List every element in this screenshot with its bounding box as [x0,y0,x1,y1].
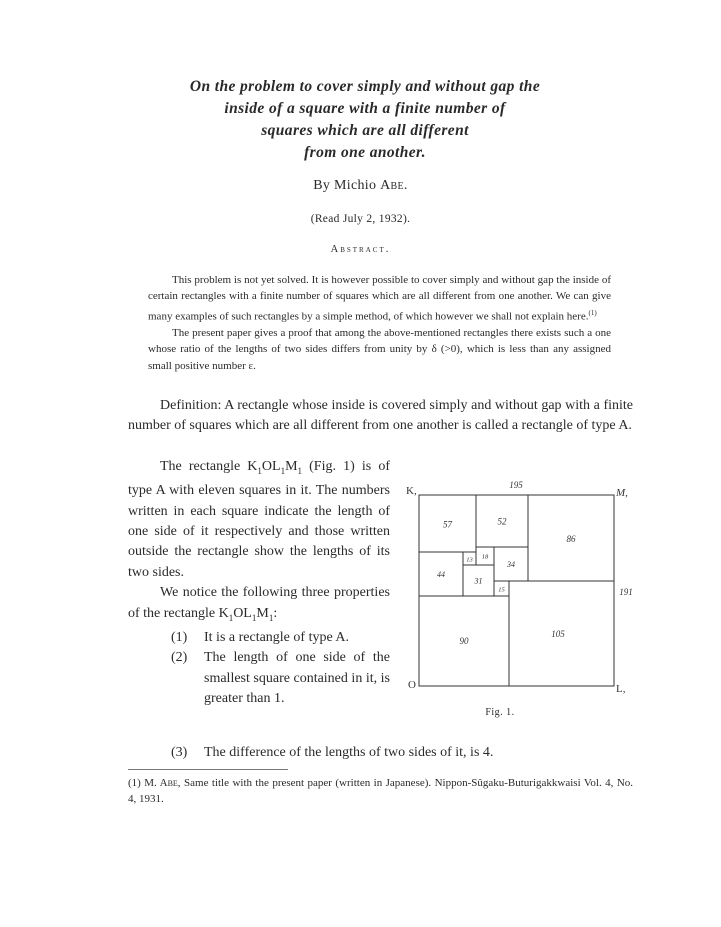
author-prefix: By Michio [313,178,377,193]
footnote-number: (1) [128,777,141,789]
notice-paragraph [128,583,390,628]
title-line: On the problem to cover simply and without gap the [189,78,541,95]
author-suffix: . [403,178,408,193]
author-name: Abe [380,178,404,193]
square-label: 34 [507,560,515,569]
subscript: 1 [297,465,303,476]
abstract [148,272,611,374]
definition-paragraph [128,396,633,437]
subscript: 1 [228,612,234,623]
subscript: 1 [268,612,274,623]
squared-rectangle-diagram [400,474,640,706]
title-line: squares which are all different [261,122,469,139]
figure-1 [400,474,640,724]
property-number: (3) [171,745,188,760]
property-number: (1) [171,629,188,645]
abstract-paragraph [148,272,611,325]
corner-label-l1: L, [616,683,626,695]
title-line: from one another. [304,144,426,161]
paper-title [120,76,610,164]
text-run: OL [233,605,252,621]
top-side-label: 195 [509,480,523,490]
square-label: 57 [443,519,452,530]
figure-caption: Fig. 1. [485,707,515,718]
property-text: It is a rectangle of type A. [204,629,350,645]
square-label: 18 [481,553,489,561]
text-run: The rectangle K [160,459,258,474]
left-column [128,457,390,709]
square-label: 15 [498,586,505,594]
text-run: M [285,459,298,474]
square-label: 31 [474,576,483,586]
footnote-marker: (1) [588,308,597,317]
corner-label-m1: M, [616,487,628,499]
property-text: The length of one side of the smallest square contained in it, is greater than 1. [204,650,390,707]
text-run: : [273,605,278,621]
property-text: The difference of the lengths of two sides of it, is 4. [204,745,494,760]
subscript: 1 [280,465,286,476]
author-line [0,178,721,194]
definition-text: Definition: A rectangle whose inside is covered simply and without gap with a finite number of squares which are all different from one another is called a rectangle of type A. [128,398,633,434]
footnote-rule [128,769,288,770]
read-date: (Read July 2, 1932). [310,213,411,225]
abstract-paragraph: The present paper gives a proof that among the above-mentioned rectangles there exists such a one whose ratio of the lengths of two sides differs from unity by δ (>0), which is less than any assigned small positive number ε. [148,326,611,372]
title-line: inside of a square with a finite number of [224,100,506,117]
text-run: OL [261,459,281,474]
abstract-text: This problem is not yet solved. It is however possible to cover simply and without gap the inside of certain rectangles with a finite number of squares which are all different from one another. We can give many examples of such rectangles by a simple method, of which however we shall not explain here. [148,274,611,323]
abstract-heading: Abstract. [330,244,391,255]
corner-label-k1: K, [406,485,417,497]
right-side-label: 191 [619,587,633,597]
square-label: 52 [497,516,507,527]
square-label: 86 [566,534,576,544]
text-run: (Fig. 1) is of type A with eleven squares in it. The numbers written in each square indicate the length of one side of it respectively and those written outside the rectangle show the lengths of its two sides. [128,459,390,580]
square-label: 44 [437,570,445,579]
square-label: 105 [551,629,565,639]
text-run: We notice the following three properties of the rectangle K [128,585,390,621]
text-run: M [256,605,269,621]
property-item [128,648,390,709]
footnote-author: M. Abe, [144,777,181,789]
footnote [128,775,633,807]
rectangle-paragraph [128,457,390,583]
footnote-text: Same title with the present paper (written in Japanese). Nippon-Sûgaku-Buturigakkwaisi Vol. 4, No. 4, 1931. [128,777,634,805]
subscript: 1 [251,612,257,623]
property-item [128,628,390,648]
square-label: 90 [459,636,469,646]
square-label: 13 [466,556,473,564]
subscript: 1 [257,465,262,476]
property-list [128,628,390,710]
corner-label-o: O [408,679,416,691]
property-number: (2) [171,650,188,666]
